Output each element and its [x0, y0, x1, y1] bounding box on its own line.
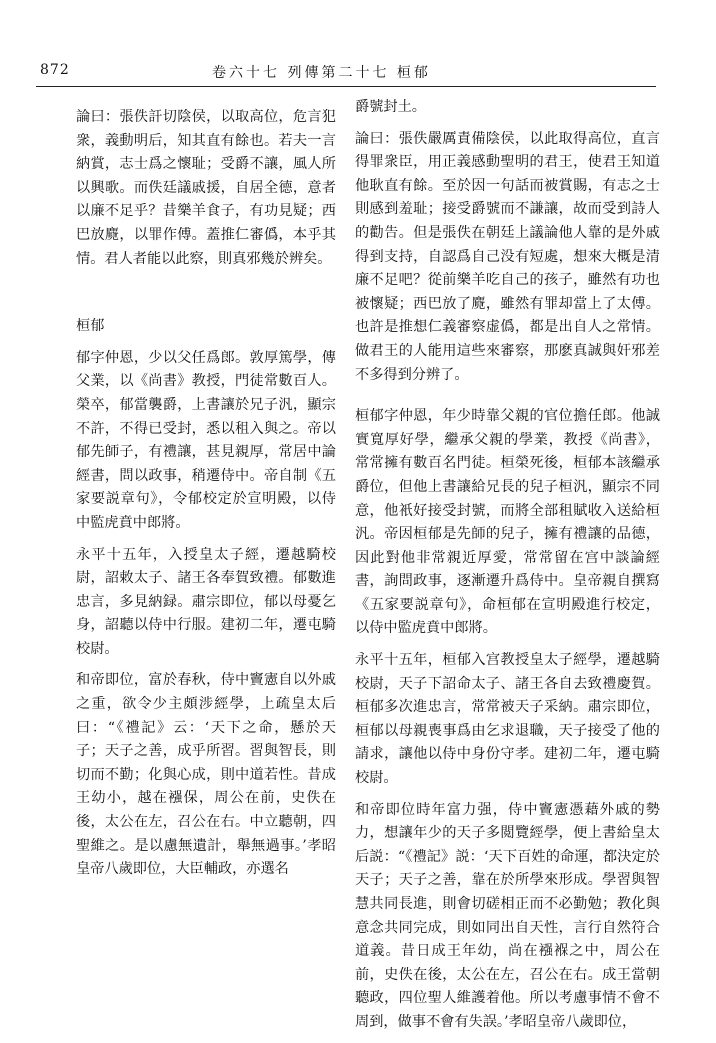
translation-paragraph-2: 永平十五年，桓郁入宫教授皇太子經學，遷越騎校尉，天子下詔命太子、諸王各自去致禮慶賀。桓郁多次進忠言，常常被天子采納。肅宗即位，桓郁以母親喪事爲由乞求退職，天子接受了他的請求，讓他以侍中身份守孝。建初二年，遷屯騎校尉。 — [355, 652, 660, 787]
spacer — [76, 96, 336, 106]
section-title: 桓郁 — [76, 318, 105, 335]
running-head: 卷六十七 列傳第二十七 桓郁 — [212, 65, 431, 81]
lunyue-translation: 論曰：張佚嚴厲責備陰侯，以此取得高位，直言得罪衆臣，用正義感動聖明的君王，使君王知道他耿直有餘。至於因一句話而被賞賜，有志之士則感到羞耻；接受爵號而不謙讓，故而受到詩人的勸告。但是張佚在朝廷上議論他人靠的是外戚得到支持，自認爲自己没有短處，想來大概是清廉不足吧？從前樂羊吃自己的孩子，雖然有功也被懷疑；西巴放了麑，雖然有罪却當上了太傅。也許是推想仁義審察虚僞，都是出自人之常情。做君王的人能用這些來審察，那麽真誠與奸邪差不多得到分辨了。 — [355, 130, 660, 383]
paragraph-3: 和帝即位，富於春秋，侍中竇憲自以外戚之重，欲令少主頗涉經學，上疏皇太后曰：“《禮記》云：‘天下之命，懸於天子；天子之善，成乎所習。習與智長，則切而不勤；化與心成，則中道若性。昔成王幼小，越在襁保，周公在前，史佚在後，太公在左，召公在右。中立聽朝，四聖維之。是以慮無遺計，舉無過事。’孝昭皇帝八歲即位，大臣輔政，亦選名 — [76, 672, 336, 878]
spacer — [355, 395, 660, 405]
page-header — [0, 0, 716, 100]
paragraph-0: 爵號封土。 — [355, 99, 426, 115]
translation-paragraph-3: 和帝即位時年富力强，侍中竇憲憑藉外戚的勢力，想讓年少的天子多閲覽經學，便上書給皇太后説：“《禮記》説：‘天下百姓的命運，都決定於天子；天子之善，靠在於所學來形成。學習與智慧共同長進，則會切磋相正而不必勤勉；教化與意念共同完成，則如同出自天性，言行自然符合道義。昔日成王年幼，尚在襁褓之中，周公在前，史佚在後，太公在左，召公在右。成王當朝聽政，四位聖人維護着他。所以考慮事情不會不周到，做事不會有失誤。’孝昭皇帝八歲即位， — [355, 801, 660, 1030]
paragraph-2: 永平十五年，入授皇太子經，遷越騎校尉，詔敕太子、諸王各奉賀致禮。郁數進忠言，多見納録。肅宗即位，郁以母憂乞身，詔聽以侍中行服。建初二年，遷屯騎校尉。 — [76, 546, 336, 657]
right-column-translation — [355, 96, 660, 1043]
spacer — [76, 279, 336, 315]
page-number: 872 — [40, 62, 70, 78]
left-column-classical-text — [76, 96, 336, 890]
lunyue-paragraph: 論曰：張佚訐切陰侯，以取高位，危言犯衆，義動明后，知其直有餘也。若夫一言納賞，志士爲之懷耻；受爵不讓，風人所以興歌。而佚廷議戚援，自居全德，意者以廉不足乎？昔樂羊食子，有功見疑；西巴放麑，以罪作傅。蓋推仁審僞，本乎其情。君人者能以此察，則真邪幾於辨矣。 — [76, 109, 336, 267]
paragraph-1: 郁字仲恩，少以父任爲郎。敦厚篤學，傳父業，以《尚書》教授，門徒常數百人。榮卒，郁當襲爵，上書讓於兄子汎，顯宗不許，不得已受封，悉以租入與之。帝以郁先師子，有禮讓，甚見親厚，常居中論經書，問以政事，稍遷侍中。帝自制《五家要説章句》，令郁校定於宣明殿，以侍中監虎賁中郎將。 — [76, 349, 336, 531]
header-rule — [36, 86, 656, 87]
translation-paragraph-1: 桓郁字仲恩，年少時靠父親的官位擔任郎。他誠實寬厚好學，繼承父親的學業，教授《尚書》，常常擁有數百名門徒。桓榮死後，桓郁本該繼承爵位，但他上書讓給兄長的兒子桓汎，顯宗不同意，他衹好接受封號，而將全部租賦收入送給桓汎。帝因桓郁是先師的兒子，擁有禮讓的品德，因此對他非常親近厚愛，常常留在宫中談論經書，詢問政事，逐漸遷升爲侍中。皇帝親自撰寫《五家要説章句》，命桓郁在宣明殿進行校定，以侍中監虎賁中郎將。 — [355, 408, 660, 637]
